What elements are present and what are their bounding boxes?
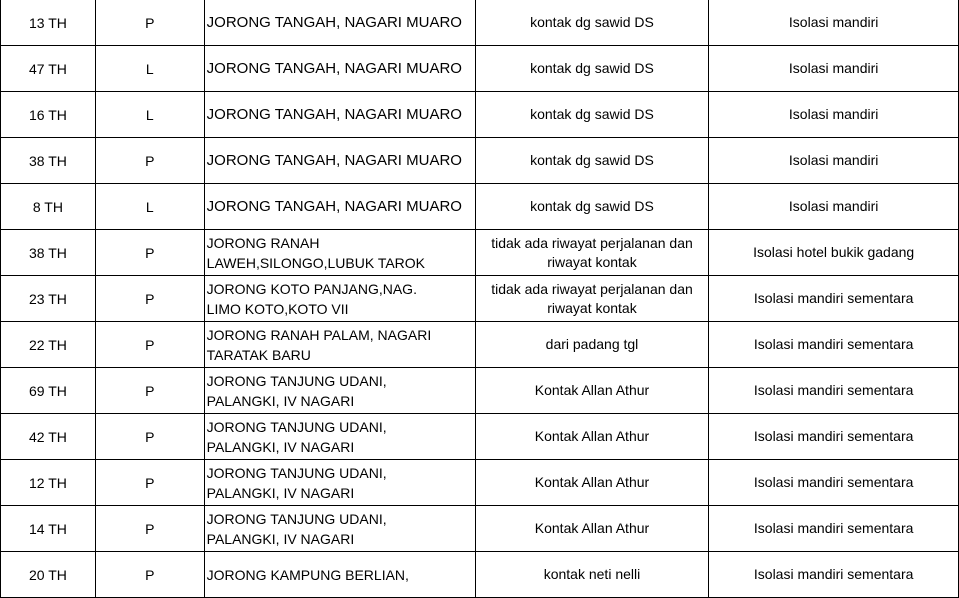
age-cell: 22 TH xyxy=(1,322,96,368)
history-cell: dari padang tgl xyxy=(475,322,709,368)
table-row xyxy=(1,368,959,414)
status-cell: Isolasi mandiri sementara xyxy=(709,276,959,322)
history-cell: kontak dg sawid DS xyxy=(475,138,709,184)
status-cell: Isolasi mandiri sementara xyxy=(709,414,959,460)
history-cell: Kontak Allan Athur xyxy=(475,368,709,414)
table-row xyxy=(1,552,959,598)
history-cell: Kontak Allan Athur xyxy=(475,460,709,506)
table-row xyxy=(1,322,959,368)
status-cell: Isolasi mandiri sementara xyxy=(709,506,959,552)
age-cell: 16 TH xyxy=(1,92,96,138)
status-cell: Isolasi mandiri xyxy=(709,0,959,46)
sex-cell: P xyxy=(95,460,204,506)
sex-cell: P xyxy=(95,506,204,552)
address-cell: JORONG KOTO PANJANG,NAG. LIMO KOTO,KOTO VII xyxy=(204,276,475,322)
status-cell: Isolasi hotel bukik gadang xyxy=(709,230,959,276)
sex-cell: P xyxy=(95,138,204,184)
status-cell: Isolasi mandiri xyxy=(709,184,959,230)
age-cell: 23 TH xyxy=(1,276,96,322)
address-cell: JORONG KAMPUNG BERLIAN, xyxy=(204,552,475,598)
patient-table-body xyxy=(1,0,959,598)
table-row xyxy=(1,0,959,46)
table-row xyxy=(1,92,959,138)
age-cell: 38 TH xyxy=(1,138,96,184)
age-cell: 47 TH xyxy=(1,46,96,92)
history-cell: kontak neti nelli xyxy=(475,552,709,598)
address-cell: JORONG TANGAH, NAGARI MUARO xyxy=(204,184,475,230)
address-cell: JORONG TANGAH, NAGARI MUARO xyxy=(204,92,475,138)
status-cell: Isolasi mandiri xyxy=(709,92,959,138)
table-row xyxy=(1,506,959,552)
age-cell: 14 TH xyxy=(1,506,96,552)
status-cell: Isolasi mandiri sementara xyxy=(709,368,959,414)
table-row xyxy=(1,414,959,460)
sex-cell: P xyxy=(95,230,204,276)
age-cell: 42 TH xyxy=(1,414,96,460)
age-cell: 13 TH xyxy=(1,0,96,46)
sex-cell: P xyxy=(95,0,204,46)
table-row xyxy=(1,46,959,92)
sex-cell: P xyxy=(95,368,204,414)
address-cell: JORONG TANGAH, NAGARI MUARO xyxy=(204,138,475,184)
status-cell: Isolasi mandiri xyxy=(709,138,959,184)
history-cell: tidak ada riwayat perjalanan dan riwayat kontak xyxy=(475,230,709,276)
history-cell: tidak ada riwayat perjalanan dan riwayat kontak xyxy=(475,276,709,322)
history-cell: kontak dg sawid DS xyxy=(475,0,709,46)
address-cell: JORONG TANJUNG UDANI, PALANGKI, IV NAGARI xyxy=(204,368,475,414)
address-cell: JORONG TANJUNG UDANI, PALANGKI, IV NAGARI xyxy=(204,506,475,552)
age-cell: 8 TH xyxy=(1,184,96,230)
sex-cell: P xyxy=(95,276,204,322)
history-cell: kontak dg sawid DS xyxy=(475,184,709,230)
sex-cell: L xyxy=(95,46,204,92)
history-cell: Kontak Allan Athur xyxy=(475,414,709,460)
status-cell: Isolasi mandiri xyxy=(709,46,959,92)
age-cell: 69 TH xyxy=(1,368,96,414)
table-row xyxy=(1,276,959,322)
status-cell: Isolasi mandiri sementara xyxy=(709,460,959,506)
address-cell: JORONG TANGAH, NAGARI MUARO xyxy=(204,46,475,92)
address-cell: JORONG TANJUNG UDANI, PALANGKI, IV NAGARI xyxy=(204,414,475,460)
table-row xyxy=(1,230,959,276)
history-cell: kontak dg sawid DS xyxy=(475,92,709,138)
age-cell: 12 TH xyxy=(1,460,96,506)
sex-cell: L xyxy=(95,92,204,138)
address-cell: JORONG RANAH PALAM, NAGARI TARATAK BARU xyxy=(204,322,475,368)
address-cell: JORONG TANGAH, NAGARI MUARO xyxy=(204,0,475,46)
status-cell: Isolasi mandiri sementara xyxy=(709,552,959,598)
sex-cell: L xyxy=(95,184,204,230)
history-cell: kontak dg sawid DS xyxy=(475,46,709,92)
table-row xyxy=(1,184,959,230)
table-row xyxy=(1,138,959,184)
address-cell: JORONG RANAH LAWEH,SILONGO,LUBUK TAROK xyxy=(204,230,475,276)
sex-cell: P xyxy=(95,322,204,368)
history-cell: Kontak Allan Athur xyxy=(475,506,709,552)
sex-cell: P xyxy=(95,552,204,598)
table-row xyxy=(1,460,959,506)
age-cell: 20 TH xyxy=(1,552,96,598)
address-cell: JORONG TANJUNG UDANI, PALANGKI, IV NAGARI xyxy=(204,460,475,506)
status-cell: Isolasi mandiri sementara xyxy=(709,322,959,368)
sex-cell: P xyxy=(95,414,204,460)
age-cell: 38 TH xyxy=(1,230,96,276)
